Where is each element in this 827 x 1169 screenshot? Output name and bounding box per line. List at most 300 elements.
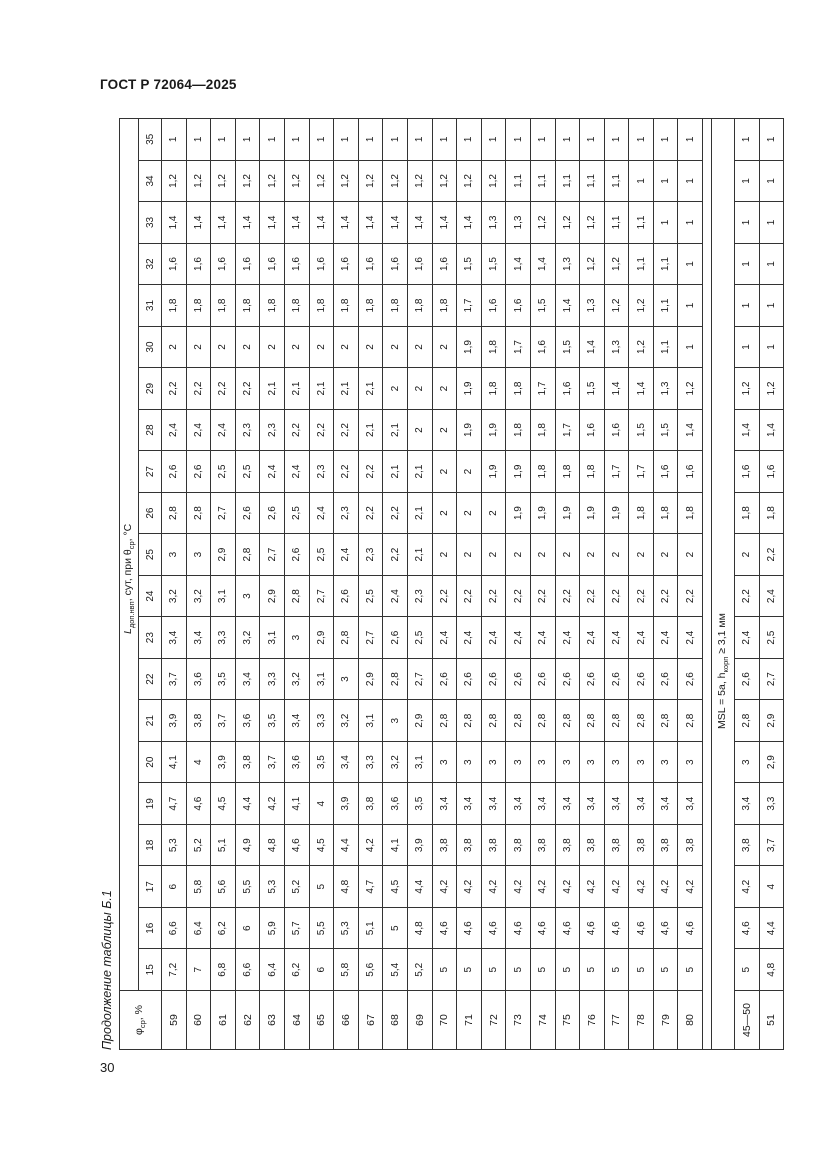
rotated-table-frame [119,118,778,1050]
header-temp-24: 24 [139,575,162,617]
table-cell: 1 [186,119,211,161]
table-cell: 1,2 [678,368,703,410]
table-cell: 2,3 [309,451,334,493]
table-cell: 1,1 [530,160,555,202]
table-cell: 1,2 [580,243,605,285]
table-cell: 3 [735,741,760,783]
table-cell: 2,8 [432,700,457,742]
table-cell: 1,8 [407,285,432,327]
table-cell: 5 [457,949,482,991]
table-cell: 2,6 [678,658,703,700]
table-cell: 2,1 [260,368,285,410]
table-cell: 2 [186,326,211,368]
table-cell: 1,8 [555,451,580,493]
table-cell: 2 [407,409,432,451]
table-row [432,119,457,1050]
table-cell: 5 [735,949,760,991]
table-cell: 1 [735,326,760,368]
table-cell: 1,8 [334,285,359,327]
row-humidity: 68 [383,991,408,1050]
row-humidity: 60 [186,991,211,1050]
header-row-group [120,119,139,1050]
row-humidity: 78 [629,991,654,1050]
table-cell: 2,2 [383,534,408,576]
table-cell: 2,4 [678,617,703,659]
table-cell: 1,4 [604,368,629,410]
table-cell: 2,4 [530,617,555,659]
table-cell: 1,4 [580,326,605,368]
table-cell: 3,2 [334,700,359,742]
table-cell: 2,1 [383,451,408,493]
table-cell: 2,6 [284,534,309,576]
table-cell: 1,9 [457,368,482,410]
table-cell: 3 [530,741,555,783]
table-cell: 1 [211,119,236,161]
table-cell: 4,2 [555,866,580,908]
table-cell: 1,6 [284,243,309,285]
table-cell: 3,4 [678,783,703,825]
table-cell: 4,2 [457,866,482,908]
row-humidity: 79 [653,991,678,1050]
table-cell: 3,4 [629,783,654,825]
table-cell: 3,8 [530,824,555,866]
table-cell: 1 [383,119,408,161]
table-cell: 1,2 [432,160,457,202]
table-cell: 2,5 [759,617,784,659]
table-cell: 2,8 [506,700,531,742]
table-cell: 3,8 [506,824,531,866]
table-cell: 1 [629,160,654,202]
table-cell: 1,5 [629,409,654,451]
header-row-temperatures [139,119,162,1050]
table-cell: 2 [678,534,703,576]
table-cell: 1,6 [530,326,555,368]
table-cell: 1,3 [653,368,678,410]
section-header-row [712,119,735,1050]
table-cell: 2,7 [260,534,285,576]
table-cell: 1,2 [358,160,383,202]
table-cell: 2,1 [334,368,359,410]
row-humidity: 71 [457,991,482,1050]
table-cell: 1,8 [309,285,334,327]
table-cell: 4,4 [407,866,432,908]
table-cell: 4,6 [580,907,605,949]
table-cell: 2,1 [309,368,334,410]
header-temp-16: 16 [139,907,162,949]
table-cell: 2 [481,492,506,534]
table-cell: 5,4 [383,949,408,991]
table-cell: 1,8 [653,492,678,534]
table-cell: 2,1 [407,451,432,493]
header-temp-19: 19 [139,783,162,825]
table-cell: 2,4 [506,617,531,659]
table-cell: 1,8 [481,368,506,410]
row-humidity: 65 [309,991,334,1050]
table-cell: 1,7 [604,451,629,493]
table-cell: 1,6 [260,243,285,285]
table-cell: 1,8 [678,492,703,534]
table-cell: 6,6 [162,907,187,949]
table-row [457,119,482,1050]
table-cell: 1,6 [211,243,236,285]
row-humidity: 72 [481,991,506,1050]
table-cell: 2,5 [235,451,260,493]
table-cell: 2,2 [735,575,760,617]
table-cell: 2 [457,451,482,493]
table-cell: 2,8 [555,700,580,742]
table-cell: 3,1 [358,700,383,742]
table-cell: 5 [432,949,457,991]
table-cell: 1,6 [580,409,605,451]
table-cell: 1,2 [604,243,629,285]
table-cell: 4,4 [334,824,359,866]
table-body [162,119,784,1050]
table-cell: 1 [759,243,784,285]
header-temp-35: 35 [139,119,162,161]
table-cell: 1,3 [580,285,605,327]
table-cell: 1,4 [735,409,760,451]
table-cell: 5,9 [260,907,285,949]
table-cell: 1,3 [555,243,580,285]
table-cell: 1,1 [604,202,629,244]
table-cell: 2 [457,492,482,534]
table-cell: 2,2 [235,368,260,410]
table-cell: 1 [735,160,760,202]
table-cell: 2,8 [162,492,187,534]
table-cell: 5 [653,949,678,991]
table-cell: 3 [481,741,506,783]
row-humidity: 45—50 [735,991,760,1050]
table-cell: 4,2 [358,824,383,866]
header-temp-26: 26 [139,492,162,534]
table-cell: 5,6 [211,866,236,908]
table-cell: 2 [432,409,457,451]
table-cell: 1,5 [530,285,555,327]
table-cell: 4,2 [260,783,285,825]
table-row [530,119,555,1050]
table-cell: 2,4 [457,617,482,659]
table-cell: 5,3 [334,907,359,949]
table-cell: 2,2 [334,409,359,451]
table-cell: 2,6 [162,451,187,493]
table-cell: 3,4 [235,658,260,700]
table-cell: 1,8 [260,285,285,327]
table-cell: 1,9 [481,451,506,493]
section-spacer [703,119,712,1050]
table-cell: 1,2 [309,160,334,202]
table-cell: 1,2 [735,368,760,410]
table-cell: 3,4 [457,783,482,825]
table-row [260,119,285,1050]
table-cell: 4,6 [735,907,760,949]
table-cell: 2,3 [260,409,285,451]
header-temp-33: 33 [139,202,162,244]
header-temp-31: 31 [139,285,162,327]
table-row [407,119,432,1050]
table-cell: 2,8 [629,700,654,742]
table-cell: 2,8 [235,534,260,576]
table-cell: 3,8 [432,824,457,866]
table-cell: 2,7 [407,658,432,700]
table-cell: 1,6 [334,243,359,285]
table-row [555,119,580,1050]
table-cell: 2,5 [407,617,432,659]
table-cell: 3,3 [211,617,236,659]
table-cell: 2,6 [506,658,531,700]
table-cell: 1,6 [432,243,457,285]
table-cell: 1,4 [555,285,580,327]
table-cell: 3,8 [186,700,211,742]
table-cell: 2 [383,368,408,410]
table-cell: 3,2 [383,741,408,783]
table-cell: 1,8 [629,492,654,534]
row-humidity: 70 [432,991,457,1050]
table-cell: 6,4 [186,907,211,949]
table-cell: 1 [407,119,432,161]
table-row [506,119,531,1050]
row-humidity: 63 [260,991,285,1050]
table-cell: 1,6 [506,285,531,327]
table-cell: 1,6 [383,243,408,285]
table-cell: 3,8 [358,783,383,825]
table-cell: 5,3 [260,866,285,908]
table-cell: 2,6 [481,658,506,700]
table-cell: 6,8 [211,949,236,991]
table-cell: 3 [383,700,408,742]
table-cell: 1,6 [162,243,187,285]
table-cell: 2,7 [309,575,334,617]
table-cell: 2,6 [604,658,629,700]
table-cell: 2 [506,534,531,576]
table-cell: 1,5 [555,326,580,368]
table-cell: 7 [186,949,211,991]
table-cell: 2,6 [457,658,482,700]
table-cell: 1,2 [629,326,654,368]
table-cell: 2,2 [211,368,236,410]
table-cell: 1,2 [334,160,359,202]
table-cell: 3,9 [407,824,432,866]
table-cell: 3 [555,741,580,783]
table-cell: 1,8 [358,285,383,327]
table-cell: 5,2 [407,949,432,991]
table-cell: 2,8 [653,700,678,742]
table-cell: 1 [284,119,309,161]
table-cell: 1 [481,119,506,161]
table-cell: 2,2 [383,492,408,534]
table-cell: 5,5 [309,907,334,949]
table-cell: 1 [653,202,678,244]
table-cell: 4,7 [358,866,383,908]
table-cell: 2,8 [580,700,605,742]
table-cell: 1,2 [457,160,482,202]
table-cell: 1 [678,326,703,368]
table-cell: 1,1 [629,202,654,244]
row-humidity: 67 [358,991,383,1050]
table-row [358,119,383,1050]
table-cell: 1,4 [334,202,359,244]
table-cell: 2,4 [481,617,506,659]
table-cell: 1,9 [530,492,555,534]
table-row [162,119,187,1050]
table-cell: 1,4 [186,202,211,244]
table-row [629,119,654,1050]
table-cell: 1,8 [530,451,555,493]
table-cell: 4,6 [284,824,309,866]
table-cell: 2,2 [506,575,531,617]
table-cell: 3,4 [604,783,629,825]
table-cell: 2 [260,326,285,368]
table-cell: 1,2 [604,285,629,327]
table-cell: 2,3 [358,534,383,576]
table-cell: 5,8 [334,949,359,991]
table-cell: 4,5 [211,783,236,825]
table-cell: 2,4 [383,575,408,617]
table-cell: 2,6 [432,658,457,700]
table-cell: 3,5 [309,741,334,783]
table-cell: 4,2 [604,866,629,908]
header-temp-30: 30 [139,326,162,368]
table-cell: 3,4 [653,783,678,825]
table-cell: 1,8 [506,368,531,410]
table-cell: 4,1 [383,824,408,866]
table-cell: 4,4 [235,783,260,825]
table-cell: 1,2 [555,202,580,244]
table-cell: 3 [284,617,309,659]
table-cell: 5,2 [186,824,211,866]
table-cell: 1 [759,202,784,244]
table-cell: 2,9 [759,741,784,783]
table-cell: 4,6 [186,783,211,825]
table-cell: 3,2 [235,617,260,659]
table-cell: 5,3 [162,824,187,866]
table-cell: 1,8 [162,285,187,327]
table-cell: 6 [162,866,187,908]
table-cell: 3,4 [186,617,211,659]
table-cell: 1,5 [457,243,482,285]
table-cell: 2,7 [211,492,236,534]
section-header-msl: MSL = 5a, $h_{корп} \ge 3,1$ мм [712,119,735,1050]
table-cell: 1 [735,243,760,285]
table-cell: 1,5 [580,368,605,410]
table-cell: 3 [506,741,531,783]
table-cell: 3 [186,534,211,576]
table-cell: 2 [580,534,605,576]
table-cell: 2,4 [186,409,211,451]
table-cell: 2,2 [284,409,309,451]
table-cell: 2,4 [629,617,654,659]
table-cell: 1,6 [759,451,784,493]
table-cell: 2,4 [284,451,309,493]
table-cell: 1,9 [457,409,482,451]
table-cell: 3,5 [260,700,285,742]
table-cell: 3,9 [162,700,187,742]
table-cell: 2,2 [580,575,605,617]
table-cell: 1,8 [506,409,531,451]
table-cell: 3,1 [211,575,236,617]
table-cell: 1,3 [481,202,506,244]
table-cell: 3,4 [162,617,187,659]
table-cell: 1,6 [358,243,383,285]
table-cell: 3,4 [555,783,580,825]
table-cell: 1,7 [530,368,555,410]
table-cell: 1,6 [186,243,211,285]
header-temp-29: 29 [139,368,162,410]
table-cell: 1,1 [580,160,605,202]
table-cell: 3 [162,534,187,576]
table-cell: 4,5 [309,824,334,866]
table-cell: 4,2 [432,866,457,908]
table-cell: 2,6 [629,658,654,700]
table-cell: 3,7 [759,824,784,866]
table-cell: 1 [334,119,359,161]
table-cell: 2,2 [653,575,678,617]
table-cell: 7,2 [162,949,187,991]
header-temp-21: 21 [139,700,162,742]
table-cell: 1,8 [580,451,605,493]
table-cell: 1,6 [407,243,432,285]
table-cell: 3,7 [211,700,236,742]
header-allowed-duration: $L_{доп.нвп}$, сут, при $\theta_{ср}$, °С [120,119,139,991]
table-cell: 3,1 [260,617,285,659]
table-cell: 1,3 [604,326,629,368]
table-caption-box [96,118,118,1050]
table-cell: 3 [432,741,457,783]
table-cell: 2,6 [653,658,678,700]
table-cell: 1,4 [629,368,654,410]
table-cell: 1 [432,119,457,161]
table-cell: 3 [653,741,678,783]
table-row [309,119,334,1050]
table-cell: 2,2 [555,575,580,617]
table-cell: 1,9 [604,492,629,534]
row-humidity: 69 [407,991,432,1050]
table-cell: 2,9 [260,575,285,617]
table-cell: 2,6 [186,451,211,493]
table-cell: 1,9 [457,326,482,368]
table-cell: 1,4 [309,202,334,244]
table-cell: 2 [530,534,555,576]
header-temp-32: 32 [139,243,162,285]
row-humidity: 64 [284,991,309,1050]
table-cell: 2,1 [407,492,432,534]
table-cell: 1 [358,119,383,161]
row-humidity: 66 [334,991,359,1050]
table-cell: 2,2 [678,575,703,617]
table-cell: 4,2 [530,866,555,908]
table-cell: 1,7 [506,326,531,368]
table-row [604,119,629,1050]
table-cell: 4,2 [678,866,703,908]
table-cell: 4,2 [481,866,506,908]
table-cell: 1,1 [555,160,580,202]
table-cell: 1,4 [235,202,260,244]
table-cell: 1,8 [235,285,260,327]
table-cell: 1,2 [407,160,432,202]
table-cell: 4,2 [653,866,678,908]
table-cell: 1 [162,119,187,161]
table-cell: 1,8 [735,492,760,534]
table-cell: 3 [678,741,703,783]
table-cell: 2,8 [284,575,309,617]
table-cell: 2,2 [530,575,555,617]
table-cell: 2,4 [432,617,457,659]
table-cell: 1,4 [678,409,703,451]
table-cell: 6,6 [235,949,260,991]
table-cell: 4,6 [457,907,482,949]
table-cell: 3,4 [735,783,760,825]
table-cell: 2,2 [358,451,383,493]
table-cell: 3,8 [481,824,506,866]
